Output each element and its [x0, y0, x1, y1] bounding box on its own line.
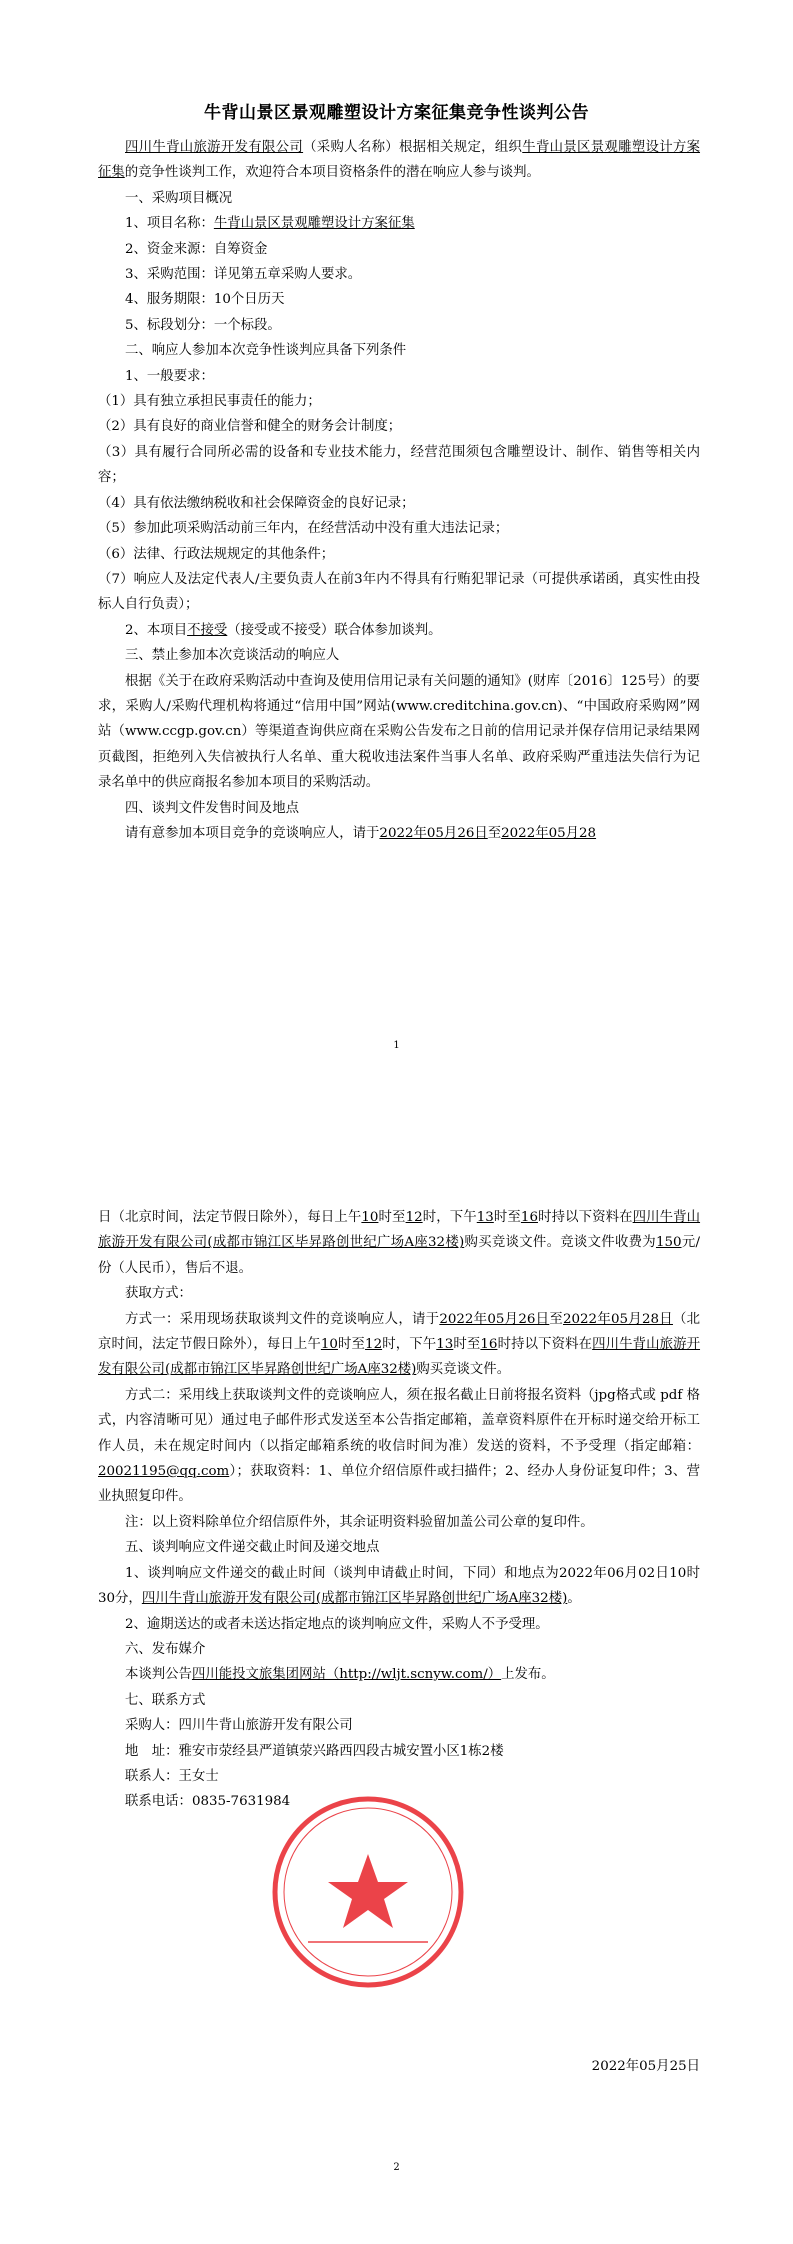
s2-req-2: （2）具有良好的商业信誉和健全的财务会计制度；	[98, 419, 402, 435]
section-4-heading: 四、谈判文件发售时间及地点	[125, 800, 300, 816]
section-7-heading: 七、联系方式	[125, 1692, 206, 1708]
s4-note: 注：以上资料除单位介绍信原件外，其余证明资料验留加盖公司公章的复印件。	[125, 1514, 594, 1530]
s2-req-1: （1）具有独立承担民事责任的能力；	[98, 394, 321, 410]
s5-text-1-end: 。	[567, 1591, 581, 1607]
s4-am-start: 10	[361, 1210, 379, 1225]
section-5-heading: 五、谈判响应文件递交截止时间及递交地点	[125, 1540, 380, 1556]
s5-item-1	[98, 1561, 700, 1612]
section-2-heading: 二、响应人参加本次竞争性谈判应具备下列条件	[125, 343, 407, 359]
s6-text-2: 上发布。	[501, 1667, 555, 1683]
company-seal-stamp	[268, 1792, 468, 1992]
s1-item-3: 3、采购范围：详见第五章采购人要求。	[125, 267, 362, 283]
s4-sale-text-start	[98, 821, 700, 846]
seal-star-icon	[328, 1854, 408, 1928]
project-name: 牛背山景区景观雕塑设计方案征集	[98, 140, 701, 181]
w2-email[interactable]: 20021195@qq.com	[98, 1464, 230, 1480]
section-6-heading: 六、发布媒介	[125, 1641, 206, 1657]
w1-am-start: 10	[320, 1337, 338, 1353]
s4-cont-1: 日（北京时间，法定节假日除外），每日上午	[98, 1210, 362, 1225]
s2-sub-2-suffix: （接受或不接受）联合体参加谈判。	[227, 622, 442, 638]
s4-way-1	[98, 1307, 700, 1383]
s5-text-1: 1、谈判响应文件递交的截止时间（谈判申请截止时间，下同）和地点为2022年06月02日10时30分，	[98, 1565, 700, 1607]
s4-date-start: 2022年05月26日	[379, 825, 488, 841]
s5-place: 四川牛背山旅游开发有限公司(成都市锦江区毕昇路创世纪广场A座32楼)	[141, 1591, 568, 1607]
w1-text-4: 购买竞谈文件。	[416, 1362, 511, 1378]
page-2	[0, 1122, 793, 2244]
intro-paragraph	[98, 135, 700, 186]
s1-item-4: 4、服务期限：10个日历天	[125, 292, 285, 308]
buyer-name: 四川牛背山旅游开发有限公司	[125, 140, 304, 155]
s4-pm-start: 13	[476, 1210, 494, 1225]
s4-pm-to: 时至	[493, 1210, 521, 1225]
page-number-2: 2	[393, 2162, 400, 2173]
section-3-heading: 三、禁止参加本次竞谈活动的响应人	[125, 648, 340, 664]
w1-text-2: （北京时间，法定节假日除外），每日上午	[98, 1311, 701, 1353]
w1-date-start: 2022年05月26日	[439, 1311, 550, 1327]
s4-pm-end: 16	[520, 1210, 538, 1225]
s4-to: 至	[487, 825, 502, 841]
w1-am-end: 12	[365, 1337, 383, 1353]
w1-pm-to: 时至	[453, 1337, 481, 1353]
s4-text-1: 请有意参加本项目竞争的竞谈响应人，请于	[125, 825, 380, 841]
s2-req-4: （4）具有依法缴纳税收和社会保障资金的良好记录；	[98, 495, 415, 511]
s7-contact: 联系人：王女士	[125, 1768, 219, 1784]
document-body-page-1	[98, 135, 700, 846]
s2-sub-1: 1、一般要求：	[125, 368, 214, 384]
s7-buyer: 采购人：四川牛背山旅游开发有限公司	[125, 1718, 353, 1734]
s6-media-link[interactable]: 四川能投文旅集团网站（http://wljt.scnyw.com/）	[191, 1667, 502, 1683]
s6-text-1: 本谈判公告	[125, 1667, 192, 1683]
s4-am-end: 12	[405, 1210, 423, 1225]
w1-pm-start: 13	[436, 1337, 454, 1353]
s4-date-end: 2022年05月28	[501, 825, 597, 841]
w1-am-to: 时至	[337, 1337, 366, 1353]
s2-req-5: （5）参加此项采购活动前三年内，在经营活动中没有重大违法记录；	[98, 521, 509, 537]
document-body-page-2	[98, 1205, 700, 1815]
section-1-heading: 一、采购项目概况	[125, 190, 233, 206]
s4-am-to: 时至	[378, 1210, 406, 1225]
s1-item-2: 2、资金来源：自筹资金	[125, 241, 268, 257]
s4-place: 四川牛背山旅游开发有限公司(成都市锦江区毕昇路创世纪广场A座32楼)	[98, 1210, 701, 1251]
intro-text-2: 的竞争性谈判工作，欢迎符合本项目资格条件的潜在响应人参与谈判。	[124, 165, 540, 181]
s5-item-2: 2、逾期送达的或者未送达指定地点的谈判响应文件，采购人不予受理。	[125, 1616, 549, 1632]
s2-req-3: （3）具有履行合同所必需的设备和专业技术能力，经营范围须包含雕塑设计、制作、销售等相关内容；	[98, 444, 700, 486]
s1-item-1-value: 牛背山景区景观雕塑设计方案征集	[213, 216, 415, 232]
w1-text-3: 时持以下资料在	[497, 1337, 593, 1353]
w1-text-1: 方式一：采用现场获取谈判文件的竞谈响应人，请于	[125, 1311, 440, 1327]
s2-sub-2-value: 不接受	[187, 622, 228, 638]
page-number-1: 1	[393, 1040, 400, 1051]
w1-to: 至	[549, 1311, 563, 1327]
s4-ways-heading: 获取方式：	[125, 1286, 192, 1302]
s2-req-7: （7）响应人及法定代表人/主要负责人在前3年内不得具有行贿犯罪记录（可提供承诺函，真实性由投标人自行负责）；	[98, 571, 700, 613]
s7-address: 地 址：雅安市荥经县严道镇荥兴路西四段古城安置小区1栋2楼	[125, 1743, 504, 1759]
s4-sale-text-cont	[98, 1205, 700, 1281]
s6-text	[98, 1662, 700, 1687]
s4-cont-3: 购买竞谈文件。竞谈文件收费为	[464, 1235, 656, 1251]
publish-date: 2022年05月25日	[591, 2059, 700, 2074]
s4-way-2	[98, 1383, 700, 1510]
w1-date-end: 2022年05月28日	[562, 1311, 673, 1327]
s4-cont-2: 时持以下资料在	[537, 1210, 633, 1225]
page-title: 牛背山景区景观雕塑设计方案征集竞争性谈判公告	[204, 103, 589, 123]
intro-text-1: （采购人名称）根据相关规定，组织	[303, 140, 523, 155]
s1-item-1	[98, 211, 700, 236]
s2-sub-2-prefix: 2、本项目	[125, 622, 188, 638]
s7-phone: 联系电话：0835-7631984	[125, 1794, 291, 1810]
w2-text-1: 方式二：采用线上获取谈判文件的竞谈响应人，须在报名截止日前将报名资料（jpg格式或 pdf 格式，内容清晰可见）通过电子邮件形式发送至本公告指定邮箱，盖章资料原件在开标时递交给开标工作人员，未在规定时间内（以指定邮箱系统的收信时间为准）发送的资料，不予受理（指定邮箱：	[98, 1387, 700, 1454]
s4-cont-4: 元/份（人民币），售后不退。	[98, 1235, 701, 1276]
s2-sub-2	[98, 618, 700, 643]
w1-pm-end: 16	[480, 1337, 498, 1353]
s2-req-6: （6）法律、行政法规规定的其他条件；	[98, 546, 335, 562]
w1-pm-label: 时，下午	[382, 1337, 437, 1353]
s4-pm-label: 时，下午	[422, 1210, 477, 1225]
s1-item-1-label: 1、项目名称：	[125, 216, 214, 232]
s1-item-5: 5、标段划分：一个标段。	[125, 317, 281, 333]
w2-text-2: ）；获取资料：1、单位介绍信原件或扫描件；2、经办人身份证复印件；3、营业执照复印件。	[98, 1464, 700, 1505]
s3-text: 根据《关于在政府采购活动中查询及使用信用记录有关问题的通知》(财库〔2016〕125号）的要求，采购人/采购代理机构将通过“信用中国”网站(www.creditchina.gov.cn)、“中国政府采购网”网站（www.ccgp.gov.cn）等渠道查询供应商在采购公告发布之日前的信用记录并保存信用记录结果网页截图，拒绝列入失信被执行人名单、重大税收违法案件当事人名单、政府采购严重违法失信行为记录名单中的供应商报名参加本项目的采购活动。	[98, 673, 700, 791]
s4-fee: 150	[655, 1235, 682, 1251]
w1-place: 四川牛背山旅游开发有限公司(成都市锦江区毕昇路创世纪广场A座32楼)	[98, 1337, 701, 1378]
